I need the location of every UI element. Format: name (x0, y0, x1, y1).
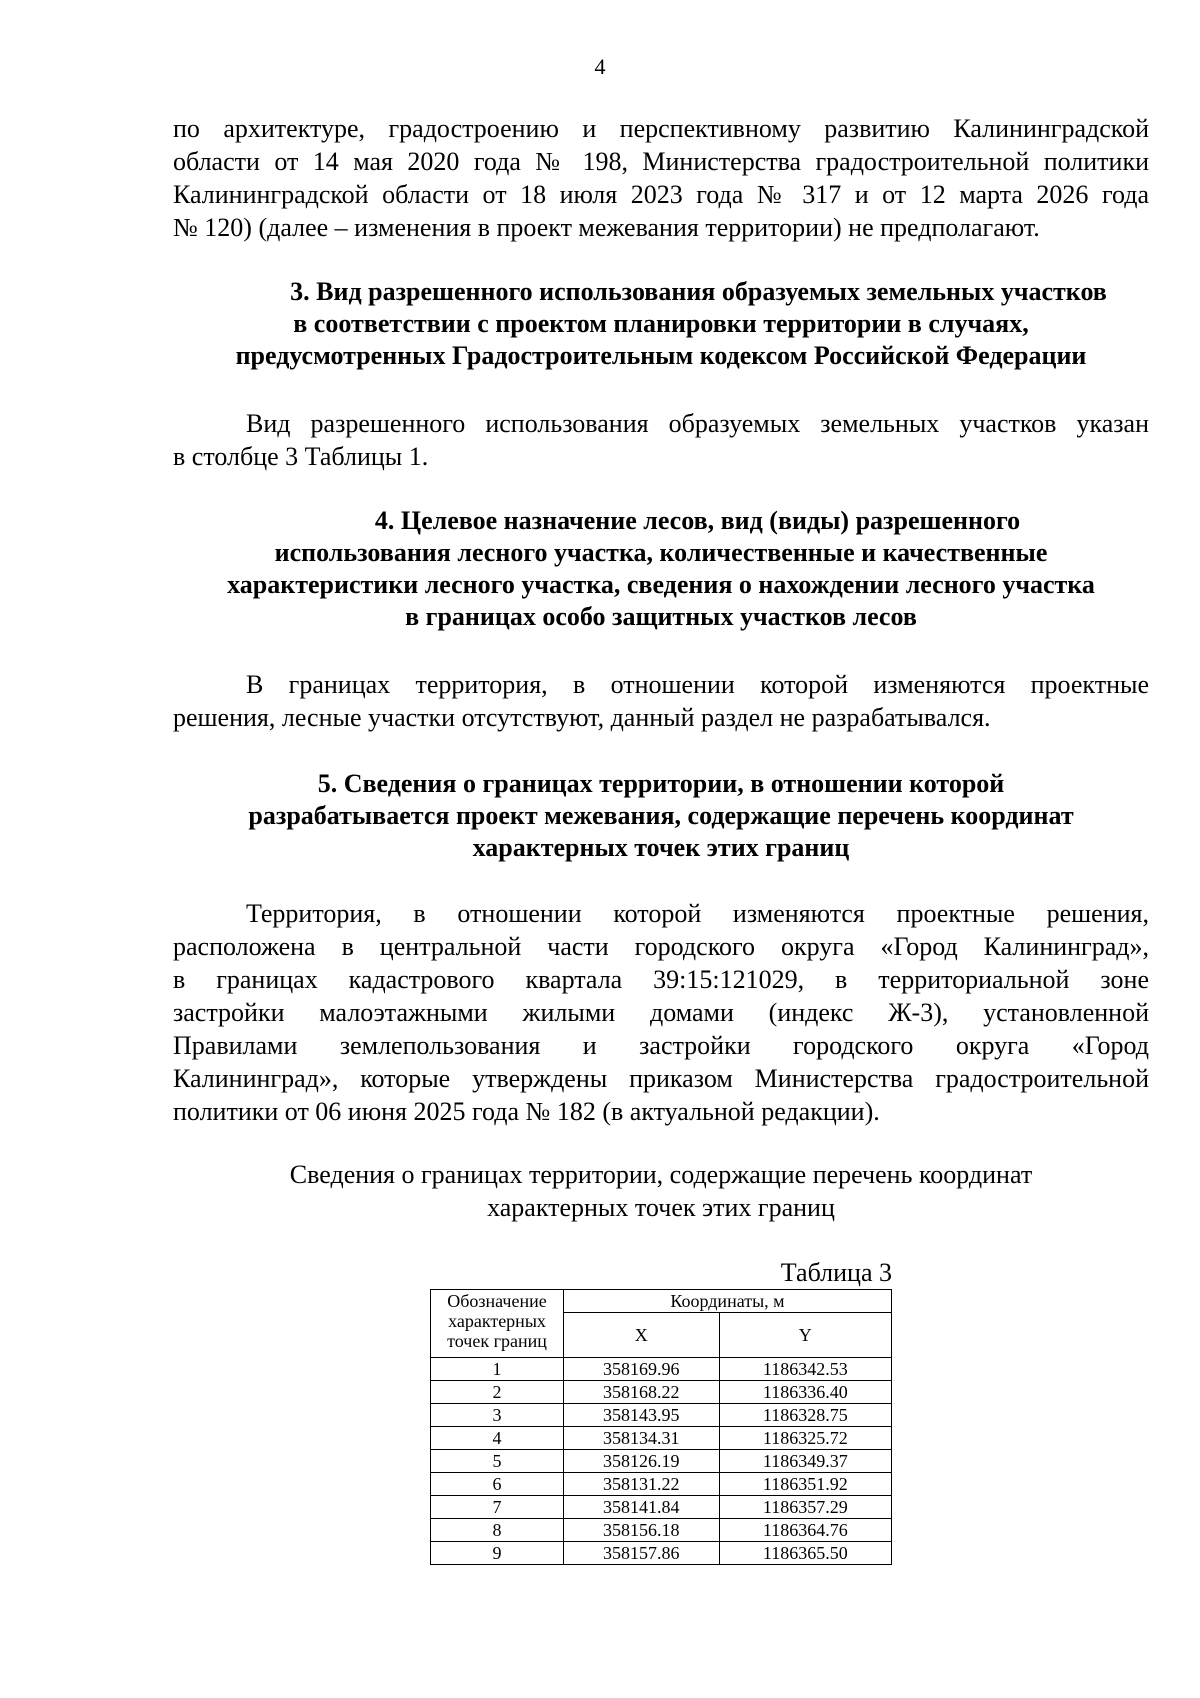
text-line: в столбце 3 Таблицы 1. (173, 442, 429, 471)
header-coordinates: Координаты, м (564, 1290, 892, 1313)
section-3-body (173, 407, 1149, 473)
coord-x: 358126.19 (564, 1450, 720, 1473)
text-line: решения, лесные участки отсутствуют, данный раздел не разрабатывался. (173, 703, 991, 732)
heading-line: характеристики лесного участка, сведения о нахождении лесного участка (227, 570, 1095, 599)
table-row (431, 1496, 892, 1519)
header-line: Обозначение (447, 1291, 547, 1311)
heading-line: предусмотренных Градостроительным кодексом Российской Федерации (235, 341, 1087, 370)
section-4-heading (173, 505, 1149, 633)
coord-y: 1186336.40 (719, 1381, 891, 1404)
heading-line: в соответствии с проектом планировки территории в случаях, (293, 309, 1029, 338)
heading-line: в границах особо защитных участков лесов (405, 602, 917, 631)
coord-y: 1186365.50 (719, 1542, 891, 1565)
point-id: 8 (431, 1519, 564, 1542)
text-line: Правилами землепользования и застройки городского округа «Город (173, 1031, 1149, 1060)
table-row (431, 1473, 892, 1496)
heading-line: использования лесного участка, количественные и качественные (274, 538, 1048, 567)
table-row (431, 1519, 892, 1542)
text-line: № 120) (далее – изменения в проект межевания территории) не предполагают. (173, 213, 1040, 242)
table-row (431, 1542, 892, 1565)
text-line: области от 14 мая 2020 года № 198, Министерства градостроительной политики (173, 147, 1149, 176)
coord-y: 1186328.75 (719, 1404, 891, 1427)
section-5-heading (173, 768, 1149, 864)
heading-line: характерных точек этих границ (472, 833, 850, 862)
coord-y: 1186342.53 (719, 1358, 891, 1381)
coord-y: 1186357.29 (719, 1496, 891, 1519)
section-5-body (173, 897, 1149, 1128)
table-row (431, 1450, 892, 1473)
heading-line: 3. Вид разрешенного использования образуемых земельных участков (290, 277, 1107, 306)
point-id: 3 (431, 1404, 564, 1427)
text-line: застройки малоэтажными жилыми домами (индекс Ж-3), установленной (173, 998, 1149, 1027)
coordinates-table (430, 1289, 892, 1565)
table-row (431, 1381, 892, 1404)
coord-x: 358156.18 (564, 1519, 720, 1542)
page-number: 4 (594, 54, 606, 79)
coord-x: 358143.95 (564, 1404, 720, 1427)
heading-line: 5. Сведения о границах территории, в отношении которой (317, 769, 1005, 798)
section-4-body (173, 668, 1149, 734)
header-x: X (564, 1313, 720, 1358)
table-row (431, 1358, 892, 1381)
text-line: расположена в центральной части городского округа «Город Калининград», (173, 932, 1149, 961)
heading-line: 4. Целевое назначение лесов, вид (виды) разрешенного (374, 506, 1021, 535)
header-y: Y (719, 1313, 891, 1358)
intro-paragraph (173, 112, 1149, 244)
caption-line: Сведения о границах территории, содержащие перечень координат (289, 1160, 1033, 1189)
coord-y: 1186325.72 (719, 1427, 891, 1450)
text-line: Вид разрешенного использования образуемых земельных участков указан (246, 409, 1149, 438)
heading-line: разрабатывается проект межевания, содержащие перечень координат (248, 801, 1074, 830)
coord-x: 358141.84 (564, 1496, 720, 1519)
section-3-heading (173, 276, 1149, 372)
point-id: 1 (431, 1358, 564, 1381)
text-line: политики от 06 июня 2025 года № 182 (в актуальной редакции). (173, 1097, 880, 1126)
table-label: Таблица 3 (780, 1258, 892, 1287)
table-row (431, 1427, 892, 1450)
coord-x: 358134.31 (564, 1427, 720, 1450)
text-line: по архитектуре, градостроению и перспективному развитию Калининградской (173, 114, 1149, 143)
point-id: 6 (431, 1473, 564, 1496)
header-designation (431, 1290, 564, 1358)
point-id: 5 (431, 1450, 564, 1473)
text-line: Калининградской области от 18 июля 2023 года № 317 и от 12 марта 2026 года (173, 180, 1149, 209)
text-line: Территория, в отношении которой изменяются проектные решения, (246, 899, 1149, 928)
coord-x: 358169.96 (564, 1358, 720, 1381)
header-line: точек границ (447, 1331, 547, 1351)
point-id: 9 (431, 1542, 564, 1565)
caption-line: характерных точек этих границ (487, 1193, 835, 1222)
text-line: Калининград», которые утверждены приказом Министерства градостроительной (173, 1064, 1149, 1093)
coord-y: 1186351.92 (719, 1473, 891, 1496)
point-id: 2 (431, 1381, 564, 1404)
header-line: характерных (448, 1311, 546, 1331)
table-caption (173, 1158, 1149, 1224)
point-id: 4 (431, 1427, 564, 1450)
table-row (431, 1404, 892, 1427)
coord-x: 358157.86 (564, 1542, 720, 1565)
coord-x: 358131.22 (564, 1473, 720, 1496)
text-line: В границах территория, в отношении которой изменяются проектные (246, 670, 1149, 699)
coord-x: 358168.22 (564, 1381, 720, 1404)
coord-y: 1186349.37 (719, 1450, 891, 1473)
point-id: 7 (431, 1496, 564, 1519)
coord-y: 1186364.76 (719, 1519, 891, 1542)
text-line: в границах кадастрового квартала 39:15:121029, в территориальной зоне (173, 965, 1149, 994)
